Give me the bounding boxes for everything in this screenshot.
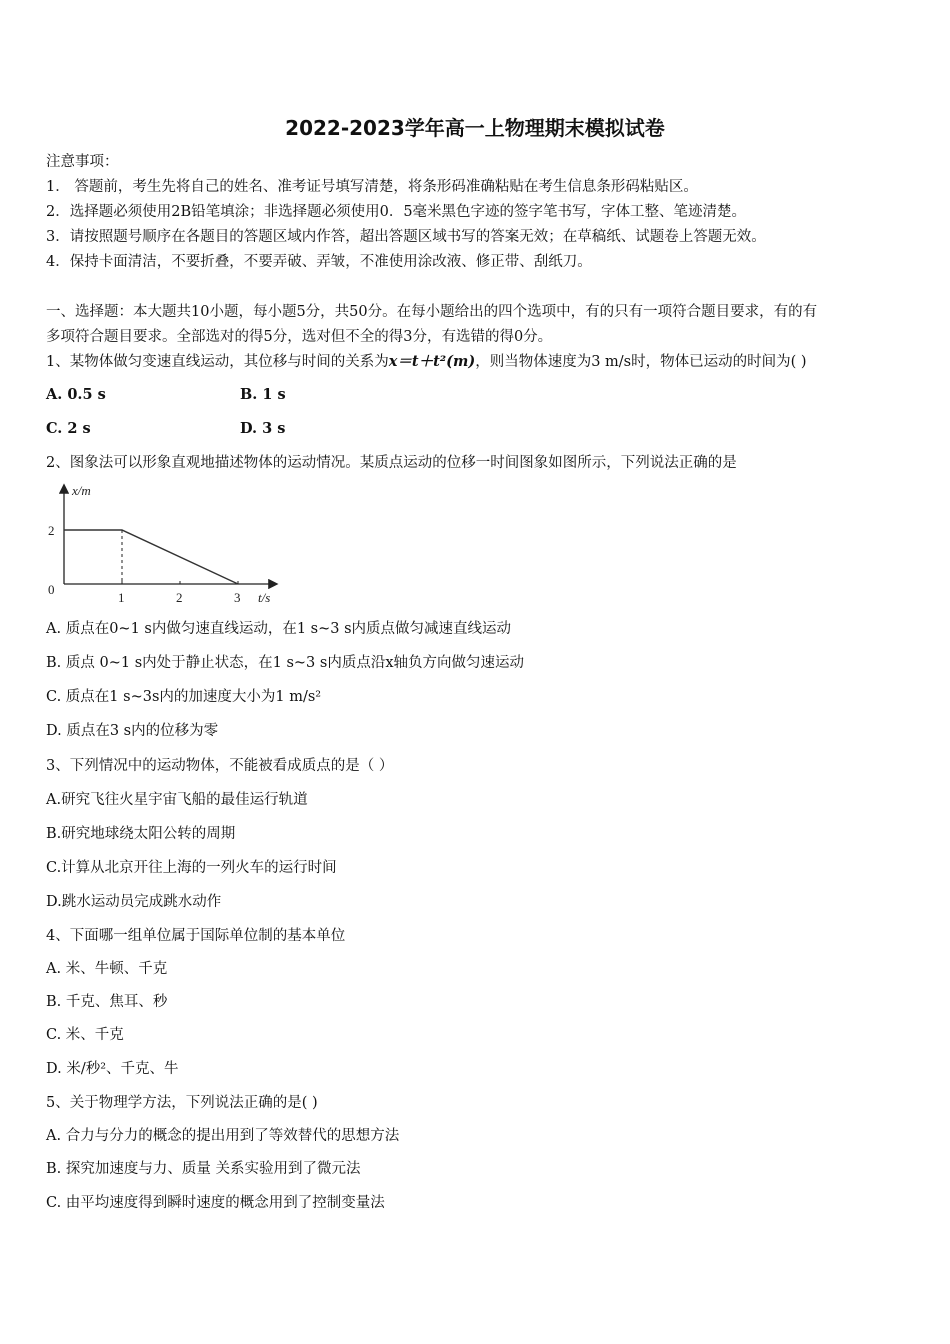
question-1-formula: x＝t＋t²(m) bbox=[388, 353, 476, 370]
q5-option-b: B. 探究加速度与力、质量 关系实验用到了微元法 bbox=[46, 1161, 361, 1177]
question-4: 4、下面哪一组单位属于国际单位制的基本单位 bbox=[46, 928, 346, 944]
q2-option-a: A. 质点在0~1 s内做匀速直线运动，在1 s~3 s内质点做匀减速直线运动 bbox=[46, 621, 512, 637]
origin-label: 0 bbox=[48, 582, 55, 597]
y-tick-label: 2 bbox=[48, 523, 55, 538]
q4-option-c: C. 米、千克 bbox=[46, 1027, 124, 1043]
q1-option-b: B. 1 s bbox=[240, 386, 286, 403]
section-intro-line2: 多项符合题目要求。全部选对的得5分，选对但不全的得3分，有选错的得0分。 bbox=[46, 329, 553, 345]
q3-option-b: B.研究地球绕太阳公转的周期 bbox=[46, 826, 236, 842]
q4-option-a: A. 米、牛顿、千克 bbox=[46, 961, 168, 977]
question-1-text-b: ，则当物体速度为3 m/s时，物体已运动的时间为( ) bbox=[475, 354, 807, 370]
question-2: 2、图象法可以形象直观地描述物体的运动情况。某质点运动的位移一时间图象如图所示，下列说法正确的是 bbox=[46, 455, 737, 471]
series-line bbox=[64, 530, 238, 584]
q4-option-d: D. 米/秒²、千克、牛 bbox=[46, 1061, 179, 1077]
notice-item-3: 3．请按照题号顺序在各题目的答题区域内作答，超出答题区域书写的答案无效；在草稿纸、试题卷上答题无效。 bbox=[46, 229, 766, 245]
notice-item-4: 4．保持卡面清洁，不要折叠，不要弄破、弄皱，不准使用涂改液、修正带、刮纸刀。 bbox=[46, 254, 592, 270]
x-tick-label: 1 bbox=[118, 590, 125, 605]
y-axis-label: x/m bbox=[72, 483, 91, 498]
x-tick-label: 3 bbox=[234, 590, 241, 605]
question-1-text-a: 1、某物体做匀变速直线运动，其位移与时间的关系为 bbox=[46, 354, 389, 370]
q5-option-c: C. 由平均速度得到瞬时速度的概念用到了控制变量法 bbox=[46, 1195, 385, 1211]
position-time-graph bbox=[40, 478, 290, 608]
q2-option-c: C. 质点在1 s~3s内的加速度大小为1 m/s² bbox=[46, 689, 322, 705]
question-1 bbox=[46, 352, 807, 372]
q3-option-d: D.跳水运动员完成跳水动作 bbox=[46, 894, 222, 910]
q2-option-b: B. 质点 0~1 s内处于静止状态，在1 s~3 s内质点沿x轴负方向做匀速运动 bbox=[46, 655, 525, 671]
section-intro-line1: 一、选择题：本大题共10小题，每小题5分，共50分。在每小题给出的四个选项中，有的只有一项符合题目要求，有的有 bbox=[46, 304, 818, 320]
q2-option-d: D. 质点在3 s内的位移为零 bbox=[46, 723, 219, 739]
q3-option-a: A.研究飞往火星宇宙飞船的最佳运行轨道 bbox=[46, 792, 308, 808]
notice-item-1: 1． 答题前，考生先将自己的姓名、准考证号填写清楚，将条形码准确粘贴在考生信息条形码粘贴区。 bbox=[46, 179, 698, 195]
q4-option-b: B. 千克、焦耳、秒 bbox=[46, 994, 168, 1010]
notice-heading: 注意事项： bbox=[46, 154, 119, 170]
q5-option-a: A. 合力与分力的概念的提出用到了等效替代的思想方法 bbox=[46, 1128, 400, 1144]
question-3: 3、下列情况中的运动物体，不能被看成质点的是（ ） bbox=[46, 758, 394, 774]
x-tick-label: 2 bbox=[176, 590, 183, 605]
question-5: 5、关于物理学方法，下列说法正确的是( ) bbox=[46, 1095, 318, 1111]
page-title: 2022-2023学年高一上物理期末模拟试卷 bbox=[285, 116, 665, 140]
x-axis-label: t/s bbox=[258, 590, 271, 605]
q3-option-c: C.计算从北京开往上海的一列火车的运行时间 bbox=[46, 860, 337, 876]
notice-item-2: 2．选择题必须使用2B铅笔填涂；非选择题必须使用0．5毫米黑色字迹的签字笔书写，字体工整、笔迹清楚。 bbox=[46, 204, 747, 220]
q1-option-a: A. 0.5 s bbox=[46, 386, 106, 403]
q1-option-d: D. 3 s bbox=[240, 420, 286, 437]
q1-option-c: C. 2 s bbox=[46, 420, 91, 437]
